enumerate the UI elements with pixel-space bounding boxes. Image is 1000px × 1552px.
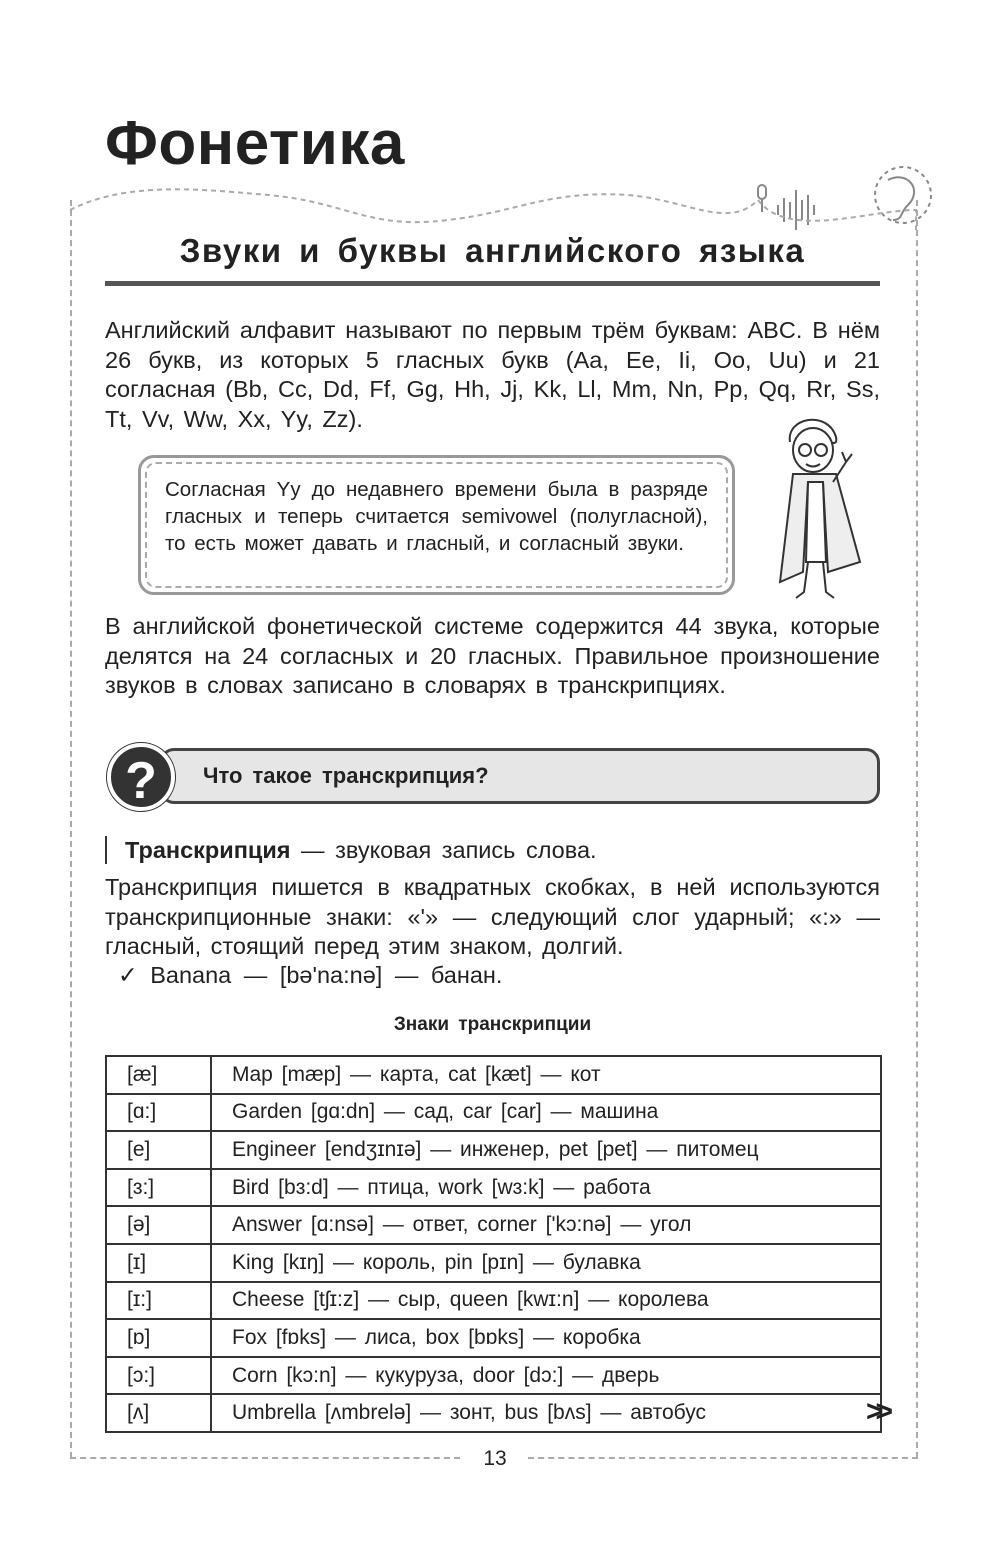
examples-cell: King [kɪŋ] — король, pin [pɪn] — булавка — [211, 1244, 881, 1282]
heading-underline — [105, 281, 880, 286]
boy-illustration — [768, 412, 868, 604]
transcription-table — [105, 1055, 882, 1433]
examples-cell: Fox [fɒks] — лиса, box [bɒks] — коробка — [211, 1319, 881, 1357]
sign-cell: [ɔ:] — [106, 1357, 211, 1395]
page-title: Фонетика — [105, 109, 405, 178]
question-mark-icon: ? — [107, 743, 175, 811]
frame-bottom-left — [70, 1457, 460, 1459]
examples-cell: Garden [gɑ:dn] — сад, car [car] — машина — [211, 1094, 881, 1132]
examples-cell: Corn [kɔ:n] — кукуруза, door [dɔ:] — дверь — [211, 1357, 881, 1395]
examples-cell: Answer [ɑ:nsə] — ответ, corner [ʹkɔ:nə] — угол — [211, 1206, 881, 1244]
note-box — [138, 455, 735, 595]
alphabet-paragraph: Английский алфавит называют по первым трём буквам: ABC. В нём 26 букв, из которых 5 гласных букв (Aa, Ee, Ii, Oo, Uu) и 21 согласная (Bb, Cc, Dd, Ff, Gg, Hh, Jj, Kk, Ll, Mm, Nn, Pp, Qq, Rr, Ss, Tt, Vv, Ww, Xx, Yy, Zz). — [105, 317, 880, 432]
table-row — [106, 1056, 881, 1094]
table-row — [106, 1357, 881, 1395]
table-row — [106, 1244, 881, 1282]
table-row — [106, 1319, 881, 1357]
table-row — [106, 1169, 881, 1207]
section-heading: Звуки и буквы английского языка — [179, 232, 806, 269]
table-row — [106, 1131, 881, 1169]
sign-cell: [æ] — [106, 1056, 211, 1094]
sign-cell: [ɜ:] — [106, 1169, 211, 1207]
sounds-paragraph: В английской фонетической системе содержится 44 звука, которые делятся на 24 согласных и 20 гласных. Правильное произношение звуков в словах записано в словарях в транскрипциях. — [105, 613, 880, 698]
page-number: 13 — [483, 1447, 507, 1470]
table-caption: Знаки транскрипции — [393, 1014, 592, 1035]
transcription-paragraph: Транскрипция пишется в квадратных скобках, в ней используются транскрипционные знаки: «ʹ» — следующий слог ударный; «:» — гласный, стоящий перед этим знаком, долгий. — [105, 874, 880, 959]
examples-cell: Cheese [tʃɪ:z] — сыр, queen [kwɪ:n] — королева — [211, 1282, 881, 1320]
table-row — [106, 1394, 881, 1432]
note-text: Согласная Yy до недавнего времени была в разряде гласных и теперь считается semivowel (полугласной), то есть может давать и гласный, и согласный звуки. — [145, 462, 728, 588]
sign-cell: [ɒ] — [106, 1319, 211, 1357]
definition — [105, 836, 597, 864]
frame-bottom-right — [528, 1457, 918, 1459]
example — [118, 961, 502, 989]
question-text: Что такое транскрипция? — [203, 763, 489, 788]
sign-cell: [e] — [106, 1131, 211, 1169]
examples-cell: Bird [bɜ:d] — птица, work [wɜ:k] — работа — [211, 1169, 881, 1207]
sign-cell: [ɪ:] — [106, 1282, 211, 1320]
examples-cell: Umbrella [ʌmbrelə] — зонт, bus [bʌs] — автобус — [211, 1394, 881, 1432]
checkmark-icon: ✓ — [118, 962, 138, 988]
table-row — [106, 1094, 881, 1132]
examples-cell: Engineer [endʒɪnɪə] — инженер, pet [pet] — питомец — [211, 1131, 881, 1169]
sign-cell: [ɪ] — [106, 1244, 211, 1282]
example-text: Banana — [bəʹna:nə] — банан. — [150, 962, 503, 988]
examples-cell: Map [mæp] — карта, cat [kæt] — кот — [211, 1056, 881, 1094]
table-row — [106, 1282, 881, 1320]
table-row — [106, 1206, 881, 1244]
definition-text: — звуковая запись слова. — [290, 837, 597, 863]
sign-cell: [ə] — [106, 1206, 211, 1244]
sign-cell: [ɑ:] — [106, 1094, 211, 1132]
sign-cell: [ʌ] — [106, 1394, 211, 1432]
definition-term: Транскрипция — [125, 837, 291, 863]
continue-arrows-icon: >> — [866, 1395, 886, 1428]
